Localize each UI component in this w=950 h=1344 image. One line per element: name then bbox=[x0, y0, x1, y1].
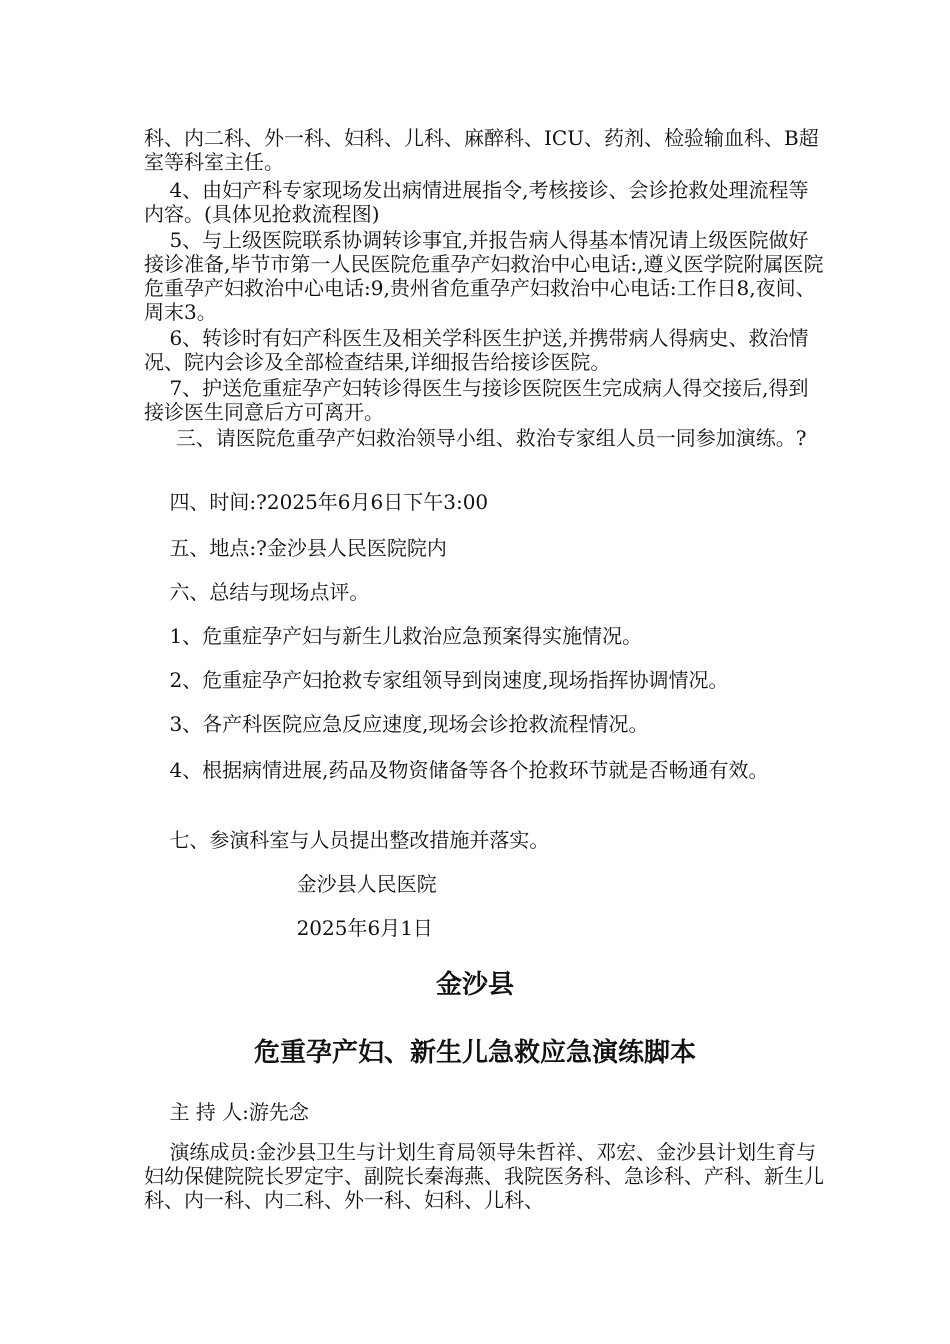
paragraph-department-list: 科、内二科、外一科、妇科、儿科、麻醉科、ICU、药剂、检验输血科、B超室等科室主任。 bbox=[144, 126, 819, 174]
paragraph-section-4-time: 四、时间:?2025年6月6日下午3:00 bbox=[144, 490, 489, 514]
paragraph-summary-item-1: 1、危重症孕产妇与新生儿救治应急预案得实施情况。 bbox=[144, 624, 643, 648]
paragraph-section-5-location: 五、地点:?金沙县人民医院院内 bbox=[144, 536, 447, 560]
paragraph-summary-item-4: 4、根据病情进展,药品及物资储备等各个抢救环节就是否畅通有效。 bbox=[144, 758, 769, 782]
paragraph-summary-item-3: 3、各产科医院应急反应速度,现场会诊抢救流程情况。 bbox=[144, 712, 649, 736]
paragraph-section-3: 三、请医院危重孕产妇救治领导小组、救治专家组人员一同参加演练。? bbox=[144, 426, 807, 450]
paragraph-section-6-summary: 六、总结与现场点评。 bbox=[144, 580, 370, 604]
paragraph-item-7: 7、护送危重症孕产妇转诊得医生与接诊医院医生完成病人得交接后,得到接诊医生同意后方可离开。 bbox=[144, 376, 809, 424]
paragraph-item-6: 6、转诊时有妇产科医生及相关学科医生护送,并携带病人得病史、救治情况、院内会诊及全部检查结果,详细报告给接诊医院。 bbox=[144, 326, 809, 374]
signature-date: 2025年6月1日 bbox=[144, 916, 433, 940]
title-county: 金沙县 bbox=[435, 970, 514, 1000]
paragraph-item-4: 4、由妇产科专家现场发出病情进展指令,考核接诊、会诊抢救处理流程等内容。(具体见抢救流程图) bbox=[144, 178, 809, 226]
title-drill-script: 危重孕产妇、新生儿急救应急演练脚本 bbox=[253, 1038, 696, 1068]
paragraph-drill-members: 演练成员:金沙县卫生与计划生育局领导朱哲祥、邓宏、金沙县计划生育与妇幼保健院院长罗定宇、副院长秦海燕、我院医务科、急诊科、产科、新生儿科、内一科、内二科、外一科、妇科、儿科、 bbox=[144, 1140, 824, 1212]
paragraph-summary-item-2: 2、危重症孕产妇抢救专家组领导到岗速度,现场指挥协调情况。 bbox=[144, 668, 729, 692]
signature-hospital: 金沙县人民医院 bbox=[144, 872, 437, 896]
paragraph-section-7: 七、参演科室与人员提出整改措施并落实。 bbox=[144, 828, 550, 852]
paragraph-host: 主 持 人:游先念 bbox=[144, 1100, 309, 1124]
paragraph-item-5: 5、与上级医院联系协调转诊事宜,并报告病人得基本情况请上级医院做好接诊准备,毕节市第一人民医院危重孕产妇救治中心电话:,遵义医学院附属医院危重孕产妇救治中心电话:9,贵州省危重孕产妇救治中心电话:工作日8,夜间、周末3。 bbox=[144, 228, 824, 324]
